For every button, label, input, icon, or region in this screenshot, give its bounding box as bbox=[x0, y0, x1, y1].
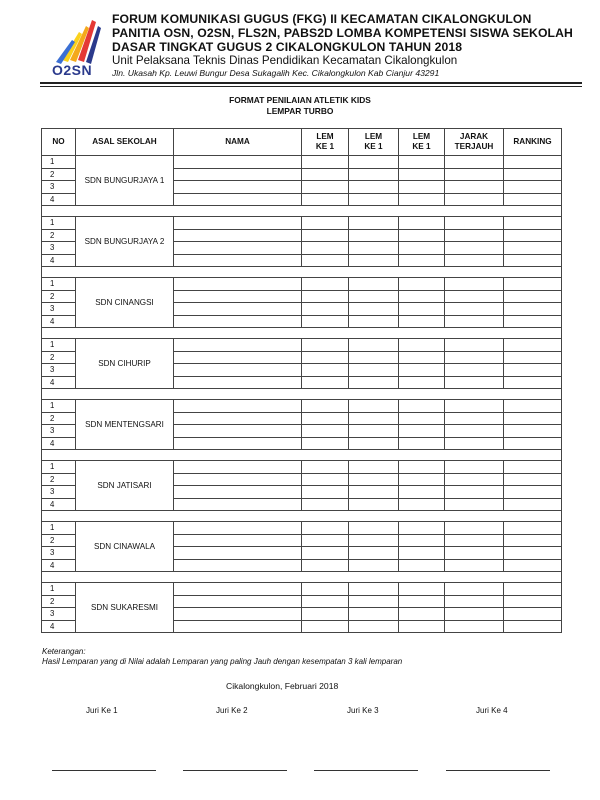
throw-3-cell[interactable] bbox=[399, 242, 445, 255]
throw-3-cell[interactable] bbox=[399, 217, 445, 230]
throw-2-cell[interactable] bbox=[349, 217, 399, 230]
farthest-cell[interactable] bbox=[445, 242, 504, 255]
row-number: 1 bbox=[42, 583, 76, 596]
throw-3-cell[interactable] bbox=[399, 486, 445, 499]
throw-1-cell[interactable] bbox=[302, 364, 349, 377]
scoring-table bbox=[41, 128, 562, 633]
throw-3-cell[interactable] bbox=[399, 376, 445, 389]
row-number: 4 bbox=[42, 254, 76, 267]
throw-2-cell[interactable] bbox=[349, 400, 399, 413]
ranking-cell[interactable] bbox=[504, 412, 562, 425]
ranking-cell[interactable] bbox=[504, 315, 562, 328]
ranking-cell[interactable] bbox=[504, 339, 562, 352]
group-separator bbox=[42, 511, 562, 522]
group-separator bbox=[42, 450, 562, 461]
throw-1-cell[interactable] bbox=[302, 595, 349, 608]
ranking-cell[interactable] bbox=[504, 364, 562, 377]
ranking-cell[interactable] bbox=[504, 498, 562, 511]
notes-text: Hasil Lemparan yang di Nilai adalah Lemparan yang paling Jauh dengan kesempatan 3 kali lemparan bbox=[42, 657, 403, 666]
ranking-cell[interactable] bbox=[504, 193, 562, 206]
row-number: 4 bbox=[42, 315, 76, 328]
throw-2-cell[interactable] bbox=[349, 278, 399, 291]
throw-1-cell[interactable] bbox=[302, 242, 349, 255]
name-cell[interactable] bbox=[174, 425, 302, 438]
row-number: 2 bbox=[42, 473, 76, 486]
throw-2-cell[interactable] bbox=[349, 620, 399, 633]
throw-1-cell[interactable] bbox=[302, 522, 349, 535]
name-cell[interactable] bbox=[174, 461, 302, 474]
table-row bbox=[42, 217, 562, 230]
name-cell[interactable] bbox=[174, 339, 302, 352]
header-line-2: PANITIA OSN, O2SN, FLS2N, PABS2D LOMBA KOMPETENSI SISWA SEKOLAH bbox=[112, 26, 573, 40]
throw-3-cell[interactable] bbox=[399, 608, 445, 621]
throw-1-cell[interactable] bbox=[302, 168, 349, 181]
table-row bbox=[42, 156, 562, 169]
school-name: SDN CINAWALA bbox=[76, 522, 174, 572]
school-name: SDN CIHURIP bbox=[76, 339, 174, 389]
farthest-cell[interactable] bbox=[445, 193, 504, 206]
form-title: FORMAT PENILAIAN ATLETIK KIDS bbox=[229, 95, 371, 105]
farthest-cell[interactable] bbox=[445, 620, 504, 633]
separator-cell bbox=[42, 206, 562, 217]
farthest-cell[interactable] bbox=[445, 473, 504, 486]
group-separator bbox=[42, 389, 562, 400]
ranking-cell[interactable] bbox=[504, 547, 562, 560]
name-cell[interactable] bbox=[174, 547, 302, 560]
name-cell[interactable] bbox=[174, 498, 302, 511]
col-farthest: JARAK TERJAUH bbox=[445, 129, 504, 156]
name-cell[interactable] bbox=[174, 156, 302, 169]
name-cell[interactable] bbox=[174, 473, 302, 486]
throw-3-cell[interactable] bbox=[399, 181, 445, 194]
separator-cell bbox=[42, 572, 562, 583]
row-number: 1 bbox=[42, 522, 76, 535]
farthest-cell[interactable] bbox=[445, 156, 504, 169]
name-cell[interactable] bbox=[174, 303, 302, 316]
throw-3-cell[interactable] bbox=[399, 522, 445, 535]
farthest-cell[interactable] bbox=[445, 254, 504, 267]
table-row bbox=[42, 461, 562, 474]
name-cell[interactable] bbox=[174, 217, 302, 230]
ranking-cell[interactable] bbox=[504, 278, 562, 291]
throw-1-cell[interactable] bbox=[302, 620, 349, 633]
throw-3-cell[interactable] bbox=[399, 620, 445, 633]
farthest-cell[interactable] bbox=[445, 364, 504, 377]
row-number: 2 bbox=[42, 168, 76, 181]
name-cell[interactable] bbox=[174, 193, 302, 206]
name-cell[interactable] bbox=[174, 595, 302, 608]
judge-1-label: Juri Ke 1 bbox=[86, 706, 118, 715]
throw-3-cell[interactable] bbox=[399, 303, 445, 316]
separator-cell bbox=[42, 267, 562, 278]
throw-2-cell[interactable] bbox=[349, 181, 399, 194]
throw-1-cell[interactable] bbox=[302, 437, 349, 450]
separator-cell bbox=[42, 450, 562, 461]
throw-3-cell[interactable] bbox=[399, 315, 445, 328]
row-number: 4 bbox=[42, 376, 76, 389]
name-cell[interactable] bbox=[174, 229, 302, 242]
ranking-cell[interactable] bbox=[504, 242, 562, 255]
farthest-cell[interactable] bbox=[445, 376, 504, 389]
ranking-cell[interactable] bbox=[504, 168, 562, 181]
throw-1-cell[interactable] bbox=[302, 400, 349, 413]
table-row bbox=[42, 400, 562, 413]
school-name: SDN BUNGURJAYA 1 bbox=[76, 156, 174, 206]
row-number: 1 bbox=[42, 278, 76, 291]
throw-2-cell[interactable] bbox=[349, 315, 399, 328]
throw-2-cell[interactable] bbox=[349, 242, 399, 255]
judge-2-signature-line bbox=[183, 770, 287, 771]
group-separator bbox=[42, 572, 562, 583]
table-row bbox=[42, 583, 562, 596]
name-cell[interactable] bbox=[174, 181, 302, 194]
throw-2-cell[interactable] bbox=[349, 498, 399, 511]
farthest-cell[interactable] bbox=[445, 229, 504, 242]
col-name: NAMA bbox=[174, 129, 302, 156]
ranking-cell[interactable] bbox=[504, 303, 562, 316]
col-throw-3: LEM KE 1 bbox=[399, 129, 445, 156]
farthest-cell[interactable] bbox=[445, 522, 504, 535]
throw-2-cell[interactable] bbox=[349, 229, 399, 242]
table-row bbox=[42, 522, 562, 535]
throw-3-cell[interactable] bbox=[399, 437, 445, 450]
name-cell[interactable] bbox=[174, 608, 302, 621]
throw-3-cell[interactable] bbox=[399, 412, 445, 425]
farthest-cell[interactable] bbox=[445, 412, 504, 425]
farthest-cell[interactable] bbox=[445, 608, 504, 621]
farthest-cell[interactable] bbox=[445, 290, 504, 303]
logo-text: O2SN bbox=[52, 62, 93, 78]
ranking-cell[interactable] bbox=[504, 156, 562, 169]
throw-1-cell[interactable] bbox=[302, 534, 349, 547]
farthest-cell[interactable] bbox=[445, 217, 504, 230]
row-number: 2 bbox=[42, 534, 76, 547]
ranking-cell[interactable] bbox=[504, 217, 562, 230]
name-cell[interactable] bbox=[174, 254, 302, 267]
ranking-cell[interactable] bbox=[504, 400, 562, 413]
throw-3-cell[interactable] bbox=[399, 229, 445, 242]
ranking-cell[interactable] bbox=[504, 608, 562, 621]
judge-2-label: Juri Ke 2 bbox=[216, 706, 248, 715]
throw-3-cell[interactable] bbox=[399, 498, 445, 511]
farthest-cell[interactable] bbox=[445, 437, 504, 450]
ranking-cell[interactable] bbox=[504, 620, 562, 633]
group-separator bbox=[42, 206, 562, 217]
throw-2-cell[interactable] bbox=[349, 168, 399, 181]
row-number: 4 bbox=[42, 559, 76, 572]
farthest-cell[interactable] bbox=[445, 351, 504, 364]
letterhead bbox=[112, 12, 582, 79]
header-rule-thin bbox=[40, 86, 582, 87]
throw-3-cell[interactable] bbox=[399, 534, 445, 547]
throw-1-cell[interactable] bbox=[302, 193, 349, 206]
col-school: ASAL SEKOLAH bbox=[76, 129, 174, 156]
farthest-cell[interactable] bbox=[445, 303, 504, 316]
ranking-cell[interactable] bbox=[504, 290, 562, 303]
table-header-row bbox=[42, 129, 562, 156]
throw-1-cell[interactable] bbox=[302, 461, 349, 474]
throw-3-cell[interactable] bbox=[399, 583, 445, 596]
throw-1-cell[interactable] bbox=[302, 181, 349, 194]
judge-1-signature-line bbox=[52, 770, 156, 771]
judge-4-signature-line bbox=[446, 770, 550, 771]
name-cell[interactable] bbox=[174, 278, 302, 291]
row-number: 2 bbox=[42, 290, 76, 303]
throw-3-cell[interactable] bbox=[399, 168, 445, 181]
throw-3-cell[interactable] bbox=[399, 473, 445, 486]
throw-2-cell[interactable] bbox=[349, 351, 399, 364]
table-row bbox=[42, 278, 562, 291]
throw-1-cell[interactable] bbox=[302, 425, 349, 438]
ranking-cell[interactable] bbox=[504, 181, 562, 194]
header-address: Jln. Ukasah Kp. Leuwi Bungur Desa Sukagalih Kec. Cikalongkulon Kab Cianjur 43291 bbox=[112, 68, 440, 78]
throw-1-cell[interactable] bbox=[302, 583, 349, 596]
throw-1-cell[interactable] bbox=[302, 376, 349, 389]
throw-1-cell[interactable] bbox=[302, 315, 349, 328]
row-number: 3 bbox=[42, 242, 76, 255]
name-cell[interactable] bbox=[174, 315, 302, 328]
header-rule bbox=[40, 82, 582, 84]
throw-2-cell[interactable] bbox=[349, 339, 399, 352]
name-cell[interactable] bbox=[174, 534, 302, 547]
throw-1-cell[interactable] bbox=[302, 486, 349, 499]
ranking-cell[interactable] bbox=[504, 534, 562, 547]
throw-2-cell[interactable] bbox=[349, 595, 399, 608]
row-number: 3 bbox=[42, 486, 76, 499]
name-cell[interactable] bbox=[174, 168, 302, 181]
throw-3-cell[interactable] bbox=[399, 278, 445, 291]
throw-3-cell[interactable] bbox=[399, 254, 445, 267]
name-cell[interactable] bbox=[174, 486, 302, 499]
farthest-cell[interactable] bbox=[445, 498, 504, 511]
farthest-cell[interactable] bbox=[445, 595, 504, 608]
col-ranking: RANKING bbox=[504, 129, 562, 156]
throw-1-cell[interactable] bbox=[302, 156, 349, 169]
throw-1-cell[interactable] bbox=[302, 608, 349, 621]
ranking-cell[interactable] bbox=[504, 376, 562, 389]
row-number: 2 bbox=[42, 595, 76, 608]
farthest-cell[interactable] bbox=[445, 534, 504, 547]
throw-2-cell[interactable] bbox=[349, 534, 399, 547]
throw-3-cell[interactable] bbox=[399, 156, 445, 169]
place-date: Cikalongkulon, Februari 2018 bbox=[226, 681, 339, 691]
row-number: 2 bbox=[42, 229, 76, 242]
ranking-cell[interactable] bbox=[504, 254, 562, 267]
ranking-cell[interactable] bbox=[504, 351, 562, 364]
judge-3-label: Juri Ke 3 bbox=[347, 706, 379, 715]
separator-cell bbox=[42, 389, 562, 400]
throw-3-cell[interactable] bbox=[399, 559, 445, 572]
school-name: SDN CINANGSI bbox=[76, 278, 174, 328]
throw-1-cell[interactable] bbox=[302, 339, 349, 352]
throw-1-cell[interactable] bbox=[302, 559, 349, 572]
row-number: 1 bbox=[42, 400, 76, 413]
row-number: 1 bbox=[42, 217, 76, 230]
name-cell[interactable] bbox=[174, 351, 302, 364]
throw-2-cell[interactable] bbox=[349, 303, 399, 316]
throw-2-cell[interactable] bbox=[349, 583, 399, 596]
throw-2-cell[interactable] bbox=[349, 437, 399, 450]
ranking-cell[interactable] bbox=[504, 522, 562, 535]
farthest-cell[interactable] bbox=[445, 425, 504, 438]
group-separator bbox=[42, 328, 562, 339]
row-number: 1 bbox=[42, 339, 76, 352]
throw-1-cell[interactable] bbox=[302, 351, 349, 364]
throw-1-cell[interactable] bbox=[302, 412, 349, 425]
name-cell[interactable] bbox=[174, 583, 302, 596]
ranking-cell[interactable] bbox=[504, 559, 562, 572]
name-cell[interactable] bbox=[174, 559, 302, 572]
school-name: SDN JATISARI bbox=[76, 461, 174, 511]
farthest-cell[interactable] bbox=[445, 181, 504, 194]
ranking-cell[interactable] bbox=[504, 473, 562, 486]
row-number: 4 bbox=[42, 620, 76, 633]
throw-2-cell[interactable] bbox=[349, 412, 399, 425]
col-throw-1: LEM KE 1 bbox=[302, 129, 349, 156]
throw-2-cell[interactable] bbox=[349, 608, 399, 621]
separator-cell bbox=[42, 511, 562, 522]
row-number: 4 bbox=[42, 498, 76, 511]
name-cell[interactable] bbox=[174, 412, 302, 425]
judge-3-signature-line bbox=[314, 770, 418, 771]
separator-cell bbox=[42, 328, 562, 339]
ranking-cell[interactable] bbox=[504, 461, 562, 474]
col-no: NO bbox=[42, 129, 76, 156]
name-cell[interactable] bbox=[174, 620, 302, 633]
school-name: SDN BUNGURJAYA 2 bbox=[76, 217, 174, 267]
name-cell[interactable] bbox=[174, 242, 302, 255]
throw-2-cell[interactable] bbox=[349, 254, 399, 267]
ranking-cell[interactable] bbox=[504, 583, 562, 596]
farthest-cell[interactable] bbox=[445, 461, 504, 474]
row-number: 3 bbox=[42, 181, 76, 194]
row-number: 3 bbox=[42, 547, 76, 560]
throw-3-cell[interactable] bbox=[399, 364, 445, 377]
row-number: 1 bbox=[42, 156, 76, 169]
throw-3-cell[interactable] bbox=[399, 339, 445, 352]
throw-1-cell[interactable] bbox=[302, 254, 349, 267]
row-number: 3 bbox=[42, 303, 76, 316]
throw-2-cell[interactable] bbox=[349, 473, 399, 486]
header-line-1: FORUM KOMUNIKASI GUGUS (FKG) II KECAMATAN CIKALONGKULON bbox=[112, 12, 532, 26]
farthest-cell[interactable] bbox=[445, 315, 504, 328]
row-number: 3 bbox=[42, 425, 76, 438]
throw-2-cell[interactable] bbox=[349, 522, 399, 535]
ranking-cell[interactable] bbox=[504, 229, 562, 242]
name-cell[interactable] bbox=[174, 437, 302, 450]
throw-1-cell[interactable] bbox=[302, 303, 349, 316]
throw-3-cell[interactable] bbox=[399, 547, 445, 560]
farthest-cell[interactable] bbox=[445, 547, 504, 560]
row-number: 3 bbox=[42, 608, 76, 621]
name-cell[interactable] bbox=[174, 522, 302, 535]
ranking-cell[interactable] bbox=[504, 437, 562, 450]
throw-1-cell[interactable] bbox=[302, 473, 349, 486]
throw-3-cell[interactable] bbox=[399, 595, 445, 608]
farthest-cell[interactable] bbox=[445, 559, 504, 572]
notes-label: Keterangan: bbox=[42, 647, 86, 656]
school-name: SDN SUKARESMI bbox=[76, 583, 174, 633]
throw-2-cell[interactable] bbox=[349, 193, 399, 206]
ranking-cell[interactable] bbox=[504, 425, 562, 438]
name-cell[interactable] bbox=[174, 400, 302, 413]
throw-2-cell[interactable] bbox=[349, 364, 399, 377]
row-number: 1 bbox=[42, 461, 76, 474]
throw-3-cell[interactable] bbox=[399, 290, 445, 303]
farthest-cell[interactable] bbox=[445, 339, 504, 352]
name-cell[interactable] bbox=[174, 290, 302, 303]
header-subtitle: Unit Pelaksana Teknis Dinas Pendidikan Kecamatan Cikalongkulon bbox=[112, 54, 458, 67]
throw-2-cell[interactable] bbox=[349, 486, 399, 499]
throw-3-cell[interactable] bbox=[399, 193, 445, 206]
col-throw-2: LEM KE 1 bbox=[349, 129, 399, 156]
throw-1-cell[interactable] bbox=[302, 547, 349, 560]
throw-2-cell[interactable] bbox=[349, 156, 399, 169]
throw-3-cell[interactable] bbox=[399, 461, 445, 474]
throw-2-cell[interactable] bbox=[349, 547, 399, 560]
throw-1-cell[interactable] bbox=[302, 278, 349, 291]
throw-1-cell[interactable] bbox=[302, 217, 349, 230]
judge-4-label: Juri Ke 4 bbox=[476, 706, 508, 715]
farthest-cell[interactable] bbox=[445, 583, 504, 596]
school-name: SDN MENTENGSARI bbox=[76, 400, 174, 450]
row-number: 3 bbox=[42, 364, 76, 377]
throw-2-cell[interactable] bbox=[349, 376, 399, 389]
table-row bbox=[42, 339, 562, 352]
row-number: 2 bbox=[42, 412, 76, 425]
farthest-cell[interactable] bbox=[445, 486, 504, 499]
group-separator bbox=[42, 267, 562, 278]
throw-1-cell[interactable] bbox=[302, 498, 349, 511]
name-cell[interactable] bbox=[174, 376, 302, 389]
ranking-cell[interactable] bbox=[504, 486, 562, 499]
throw-3-cell[interactable] bbox=[399, 400, 445, 413]
row-number: 2 bbox=[42, 351, 76, 364]
ranking-cell[interactable] bbox=[504, 595, 562, 608]
throw-1-cell[interactable] bbox=[302, 229, 349, 242]
form-subtitle: LEMPAR TURBO bbox=[266, 106, 334, 116]
throw-1-cell[interactable] bbox=[302, 290, 349, 303]
header-line-3: DASAR TINGKAT GUGUS 2 CIKALONGKULON TAHUN 2018 bbox=[112, 40, 463, 54]
throw-3-cell[interactable] bbox=[399, 425, 445, 438]
throw-2-cell[interactable] bbox=[349, 290, 399, 303]
farthest-cell[interactable] bbox=[445, 278, 504, 291]
throw-2-cell[interactable] bbox=[349, 461, 399, 474]
farthest-cell[interactable] bbox=[445, 400, 504, 413]
name-cell[interactable] bbox=[174, 364, 302, 377]
row-number: 4 bbox=[42, 193, 76, 206]
farthest-cell[interactable] bbox=[445, 168, 504, 181]
throw-2-cell[interactable] bbox=[349, 425, 399, 438]
throw-2-cell[interactable] bbox=[349, 559, 399, 572]
throw-3-cell[interactable] bbox=[399, 351, 445, 364]
row-number: 4 bbox=[42, 437, 76, 450]
